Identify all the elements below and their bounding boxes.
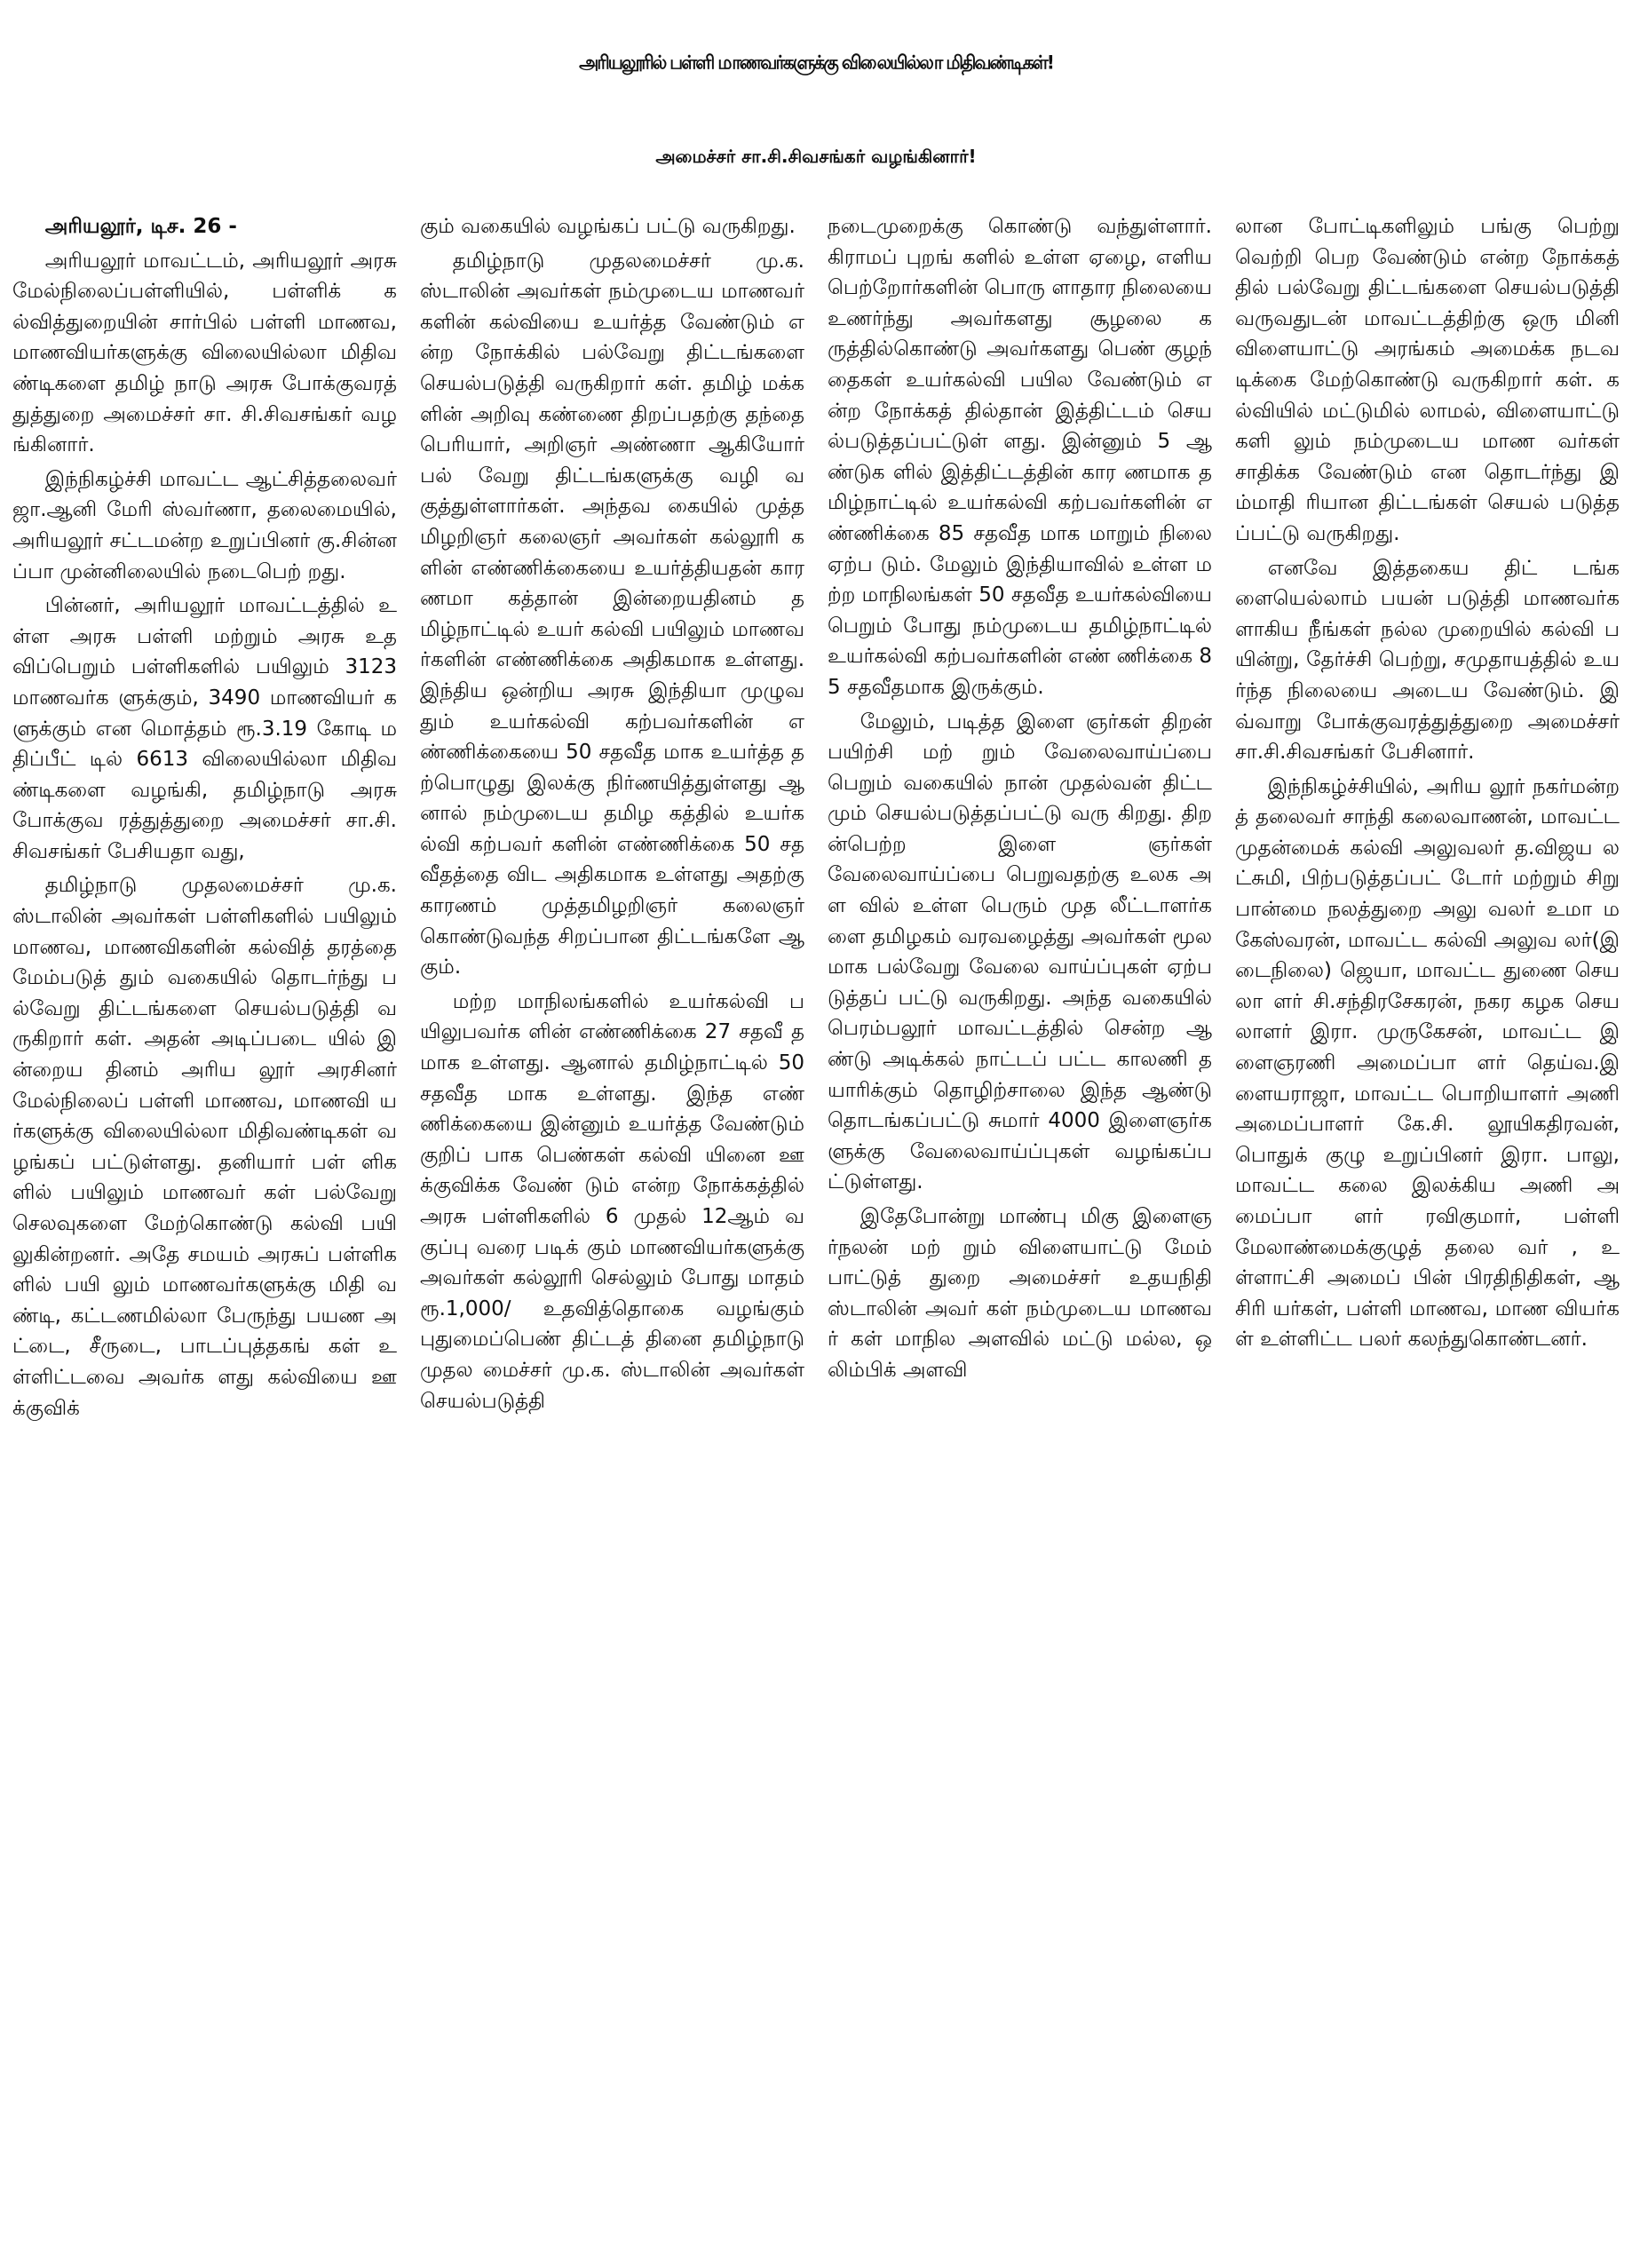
column-2 <box>420 211 804 2245</box>
dateline: அரியலூர், டிச. 26 - <box>44 215 237 238</box>
column-3 <box>828 211 1212 2245</box>
paragraph: மற்ற மாநிலங்களில் உயர்கல்வி பயிலுபவர்க ளின் எண்ணிக்கை 27 சதவீ தமாக உள்ளது. ஆனால் தமிழ்நாட்டில் 50 சதவீத மாக உள்ளது. இந்த எண் ணிக்கையை இன்னும் உயர்த்த வேண்டும் குறிப் பாக பெண்கள் கல்வி யினை ஊக்குவிக்க வேண் டும் என்ற நோக்கத்தில் அரசு பள்ளிகளில் 6 முதல் 12ஆம் வகுப்பு வரை படிக் கும் மாணவியர்களுக்கு அவர்கள் கல்லூரி செல்லும் போது மாதம் ரூ.1,000/ உதவித்தொகை வழங்கும் புதுமைப்பெண் திட்டத் தினை தமிழ்நாடு முதல மைச்சர் மு.க. ஸ்டாலின் அவர்கள் செயல்படுத்தி <box>420 989 804 1413</box>
subheadline: அமைச்சர் சா.சி.சிவசங்கர் வழங்கினார்! <box>655 146 977 167</box>
paragraph: தமிழ்நாடு முதலமைச்சர் மு.க.ஸ்டாலின் அவர்கள் பள்ளிகளில் பயிலும் மாணவ, மாணவிகளின் கல்வித் தரத்தை மேம்படுத் தும் வகையில் தொடர்ந்து பல்வேறு திட்டங்களை செயல்படுத்தி வருகிறார் கள். அதன் அடிப்படை யில் இன்றைய தினம் அரிய லூர் அரசினர் மேல்நிலைப் பள்ளி மாணவ, மாணவி யர்களுக்கு விலையில்லா மிதிவண்டிகள் வழங்கப் பட்டுள்ளது. தனியார் பள் ளிகளில் பயிலும் மாணவர் கள் பல்வேறு செலவுகளை மேற்கொண்டு கல்வி பயி லுகின்றனர். அதே சமயம் அரசுப் பள்ளிகளில் பயி லும் மாணவர்களுக்கு மிதி வண்டி, கட்டணமில்லா பேருந்து பயண அட்டை, சீருடை, பாடப்புத்தகங் கள் உள்ளிட்டவை அவர்க ளது கல்வியை ஊக்குவிக் <box>12 874 397 1420</box>
paragraph: தமிழ்நாடு முதலமைச்சர் மு.க.ஸ்டாலின் அவர்கள் நம்முடைய மாணவர் களின் கல்வியை உயர்த்த வேண்டும் என்ற நோக்கில் பல்வேறு திட்டங்களை செயல்படுத்தி வருகிறார் கள். தமிழ் மக்களின் அறிவு கண்ணை திறப்பதற்கு தந்தை பெரியார், அறிஞர் அண்ணா ஆகியோர் பல் வேறு திட்டங்களுக்கு வழி வகுத்துள்ளார்கள். அந்தவ கையில் முத்தமிழறிஞர் கலைஞர் அவர்கள் கல்லூரி களின் எண்ணிக்கையை உயர்த்தியதன் காரணமா கத்தான் இன்றையதினம் தமிழ்நாட்டில் உயர் கல்வி பயிலும் மாணவர்களின் எண்ணிக்கை அதிகமாக உள்ளது. இந்திய ஒன்றிய அரசு இந்தியா முழுவதும் உயர்கல்வி கற்பவர்களின் எண்ணிக்கையை 50 சதவீத மாக உயர்த்த தற்பொழுது இலக்கு நிர்ணயித்துள்ளது ஆனால் நம்முடைய தமிழ கத்தில் உயர்கல்வி கற்பவர் களின் எண்ணிக்கை 50 சத வீதத்தை விட அதிகமாக உள்ளது அதற்கு காரணம் முத்தமிழறிஞர் கலைஞர் கொண்டுவந்த சிறப்பான திட்டங்களே ஆகும். <box>420 249 804 979</box>
column-1 <box>12 211 397 2245</box>
paragraph: கும் வகையில் வழங்கப் பட்டு வருகிறது. <box>420 215 796 238</box>
headline: அரியலூரில் பள்ளி மாணவர்களுக்கு விலையில்லா மிதிவண்டிகள்! <box>579 51 1053 74</box>
paragraph: பின்னர், அரியலூர் மாவட்டத்தில் உள்ள அரசு பள்ளி மற்றும் அரசு உத விப்பெறும் பள்ளிகளில் பயிலும் 3123 மாணவர்க ளுக்கும், 3490 மாணவியர் களுக்கும் என மொத்தம் ரூ.3.19 கோடி மதிப்பீட் டில் 6613 விலையில்லா மிதிவண்டிகளை வழங்கி, தமிழ்நாடு அரசு போக்குவ ரத்துத்துறை அமைச்சர் சா.சி.சிவசங்கர் பேசியதா வது, <box>12 594 397 863</box>
paragraph: இந்நிகழ்ச்சியில், அரிய லூர் நகர்மன்றத் தலைவர் சாந்தி கலைவாணன், மாவட்ட முதன்மைக் கல்வி அலுவலர் த.விஜய லட்சுமி, பிற்படுத்தப்பட் டோர் மற்றும் சிறு பான்மை நலத்துறை அலு வலர் உமா மகேஸ்வரன், மாவட்ட கல்வி அலுவ லர்(இடைநிலை) ஜெயா, மாவட்ட துணை செயலா ளர் சி.சந்திரசேகரன், நகர கழக செயலாளர் இரா. முருகேசன், மாவட்ட இளைஞரணி அமைப்பா ளர் தெய்வ.இளையராஜா, மாவட்ட பொறியாளர் அணி அமைப்பாளர் கே.சி. லூயிகதிரவன், பொதுக் குழு உறுப்பினர் இரா. பாலு, மாவட்ட கலை இலக்கிய அணி அமைப்பா ளர் ரவிகுமார், பள்ளி மேலாண்மைக்குழுத் தலை வர் , உள்ளாட்சி அமைப் பின் பிரதிநிதிகள், ஆசிரி யர்கள், பள்ளி மாணவ, மாண வியர்கள் உள்ளிட்ட பலர் கலந்துகொண்டனர். <box>1235 774 1620 1352</box>
paragraph: நடைமுறைக்கு கொண்டு வந்துள்ளார். கிராமப் புறங் களில் உள்ள ஏழை, எளிய பெற்றோர்களின் பொரு ளாதார நிலையை உணர்ந்து அவர்களது சூழலை கருத்தில்கொண்டு அவர்களது பெண் குழந் தைகள் உயர்கல்வி பயில வேண்டும் என்ற நோக்கத் தில்தான் இத்திட்டம் செயல்படுத்தப்பட்டுள் ளது. இன்னும் 5 ஆண்டுக ளில் இத்திட்டத்தின் கார ணமாக தமிழ்நாட்டில் உயர்கல்வி கற்பவர்களின் எண்ணிக்கை 85 சதவீத மாக மாறும் நிலை ஏற்ப டும். மேலும் இந்தியாவில் உள்ள மற்ற மாநிலங்கள் 50 சதவீத உயர்கல்வியை பெறும் போது நம்முடைய தமிழ்நாட்டில் உயர்கல்வி கற்பவர்களின் எண் ணிக்கை 85 சதவீதமாக இருக்கும். <box>828 215 1212 699</box>
column-4 <box>1235 211 1620 2245</box>
paragraph: அரியலூர் மாவட்டம், அரியலூர் அரசு மேல்நிலைப்பள்ளியில், பள்ளிக் கல்வித்துறையின் சார்பில் பள்ளி மாணவ, மாணவியர்களுக்கு விலையில்லா மிதிவண்டிகளை தமிழ் நாடு அரசு போக்குவரத் துத்துறை அமைச்சர் சா. சி.சிவசங்கர் வழங்கினார். <box>12 249 397 457</box>
article-columns <box>12 211 1620 2245</box>
paragraph: லான போட்டிகளிலும் பங்கு பெற்று வெற்றி பெற வேண்டும் என்ற நோக்கத் தில் பல்வேறு திட்டங்களை செயல்படுத்தி வருவதுடன் மாவட்டத்திற்கு ஒரு மினி விளையாட்டு அரங்கம் அமைக்க நடவடிக்கை மேற்கொண்டு வருகிறார் கள். கல்வியில் மட்டுமில் லாமல், விளையாட்டு களி லும் நம்முடைய மாண வர்கள் சாதிக்க வேண்டும் என தொடர்ந்து இம்மாதி ரியான திட்டங்கள் செயல் படுத்தப்பட்டு வருகிறது. <box>1235 215 1620 545</box>
paragraph: இதேபோன்று மாண்பு மிகு இளைஞர்நலன் மற் றும் விளையாட்டு மேம் பாட்டுத் துறை அமைச்சர் உதயநிதி ஸ்டாலின் அவர் கள் நம்முடைய மாணவர் கள் மாநில அளவில் மட்டு மல்ல, ஒலிம்பிக் அளவி <box>828 1205 1212 1382</box>
paragraph: மேலும், படித்த இளை ஞர்கள் திறன் பயிற்சி மற் றும் வேலைவாய்ப்பை பெறும் வகையில் நான் முதல்வன் திட்டமும் செயல்படுத்தப்பட்டு வரு கிறது. திறன்பெற்ற இளை ஞர்கள் வேலைவாய்ப்பை பெறுவதற்கு உலக அள வில் உள்ள பெரும் முத லீட்டாளர்களை தமிழகம் வரவழைத்து அவர்கள் மூலமாக பல்வேறு வேலை வாய்ப்புகள் ஏற்படுத்தப் பட்டு வருகிறது. அந்த வகையில் பெரம்பலூர் மாவட்டத்தில் சென்ற ஆண்டு அடிக்கல் நாட்டப் பட்ட காலணி தயாரிக்கும் தொழிற்சாலை இந்த ஆண்டு தொடங்கப்பட்டு சுமார் 4000 இளைஞர்க ளுக்கு வேலைவாய்ப்புகள் வழங்கப்பட்டுள்ளது. <box>828 710 1212 1194</box>
paragraph: எனவே இத்தகைய திட் டங்களையெல்லாம் பயன் படுத்தி மாணவர்களாகிய நீங்கள் நல்ல முறையில் கல்வி பயின்று, தேர்ச்சி பெற்று, சமுதாயத்தில் உயர்ந்த நிலையை அடைய வேண்டும். இவ்வாறு போக்குவரத்துத்துறை அமைச்சர் சா.சி.சிவசங்கர் பேசினார். <box>1235 556 1620 765</box>
paragraph: இந்நிகழ்ச்சி மாவட்ட ஆட்சித்தலைவர் ஜா.ஆனி மேரி ஸ்வர்ணா, தலைமையில், அரியலூர் சட்டமன்ற உறுப்பினர் கு.சின்னப்பா முன்னிலையில் நடைபெற் றது. <box>12 467 397 583</box>
